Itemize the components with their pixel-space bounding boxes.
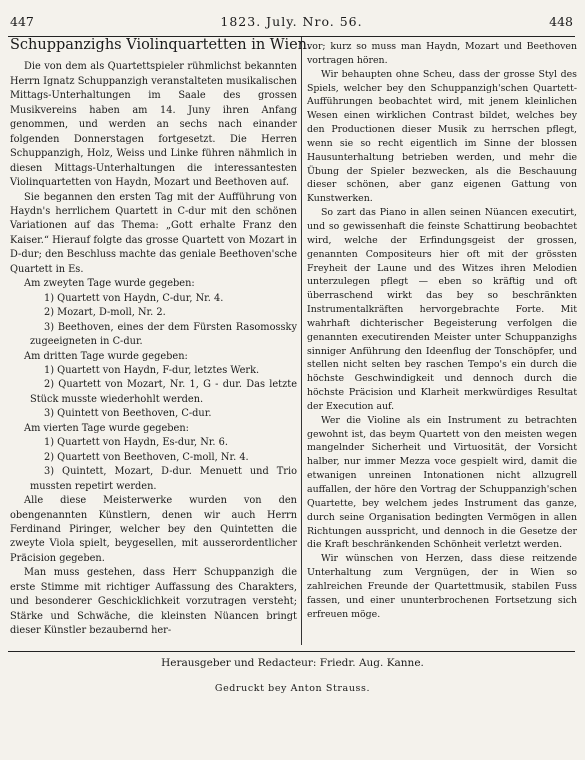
paragraph: Man muss gestehen, dass Herr Schuppanzigh die erste Stimme mit richtiger Auffassung des Charakters, und besonderer Geschicklichkeit vorzutragen versteht; Stärke und Schwäche, die kleinsten Nüancen bringt dieser Künstler bezaubernd her-: [10, 567, 297, 637]
paragraph: Wir behaupten ohne Scheu, dass der grosse Styl des Spiels, welcher bey den Schuppanzigh'schen Quartett-Aufführungen beobachtet wird, mit jenem kleinlichen Wesen einen wirklichen Contrast bildet, welches bey den Productionen dieser Musik zu herrschen pflegt, wenn sie so recht eigentlich im Sinne der blossen Hausunterhaltung betrieben werden, und mehr die Übung der Spieler bezwecken, als die Beschauung dieser schönen, aber ganz eigenen Gattung von Kunstwerken.: [307, 68, 577, 205]
paragraph: Wer die Violine als ein Instrument zu betrachten gewohnt ist, das beym Quartett von den meisten wegen mangelnder Sicherheit und Virtuosität, der Vorsicht halber, nur immer Mezza voce gespielt wird, damit die etwanigen unreinen Intonationen nicht allzugrell auffallen, der höre den Vortrag der Schuppanzigh'schen Quartette, bey welchem jedes Instrument das ganze, durch seine Organisation bedingten Vermögen in allen Richtungen ausspricht, und dennoch in die Gesetze der die Kraft beschränkenden Schönheit verletzt werden.: [307, 414, 577, 551]
paragraph: Sie begannen den ersten Tag mit der Aufführung von Haydn's herrlichem Quartett in C-dur mit den schönen Variationen auf das Thema: „Gott erhalte Franz den Kaiser.“ Hierauf folgte das grosse Quartett von Mozart in D-dur; den Beschluss machte das geniale Beethoven'sche Quartett in Es.: [10, 191, 297, 275]
left-column: [10, 37, 312, 639]
column-divider: [301, 37, 302, 645]
program-item: 1) Quartett von Haydn, Es-dur, Nr. 6.: [44, 437, 229, 449]
program-item: 3) Quintett von Beethoven, C-dur.: [44, 408, 212, 420]
article-title: Schuppanzighs Violinquartetten in Wien.: [10, 37, 312, 53]
page-header: [10, 14, 573, 32]
paragraph: vor; kurz so muss man Haydn, Mozart und Beethoven vortragen hören.: [307, 41, 577, 66]
footer-rule: [8, 651, 575, 652]
program-item: 2) Quartett von Beethoven, C-moll, Nr. 4.: [44, 451, 249, 463]
right-column: [307, 40, 577, 621]
paragraph: Die von dem als Quartettspieler rühmlichst bekannten Herrn Ignatz Schuppanzigh veranstalteten musikalischen Mittags-Unterhaltungen im Saale des grossen Musikvereins haben am 14. Juny ihren Anfang genommen, und werden an sechs nach einander folgenden Donnerstagen fortgesetzt. Die Herren Schuppanzigh, Holz, Weiss und Linke führen nähmlich in diesen Mittags-Unterhaltungen die interessantesten Violinquartetten von Haydn, Mozart und Beethoven auf.: [10, 61, 297, 189]
paragraph: So zart das Piano in allen seinen Nüancen executirt, und so gewissenhaft die feinste Schattirung beobachtet wird, welche der Erfindungsgeist der grossen, genannten Compositeurs hier oft mit der grössten Freyheit der Laune und des Witzes ihren Melodien unterzulegen pflegt — eben so kräftig und oft überraschend wirkt das bey so beschränkten Instrumentalkräften hervorgebrachte Forte. Mit wahrhaft dichterischer Begeisterung verfolgen die genannten executirenden Meister unter Schuppanzighs sinniger Anführung den Ideenflug der Tonschöpfer, und stellen nicht selten bey raschen Tempo's ein durch die höchste Geschwindigkeit und dennoch durch die höchste Präcision und Klarheit merkwürdiges Resultat der Execution auf.: [307, 207, 577, 412]
paragraph: Wir wünschen von Herzen, dass diese reitzende Unterhaltung zum Vergnügen, der in Wien so zahlreichen Freunde der Quartettmusik, stabilen Fuss fassen, und einer ununterbrochenen Fortsetzung sich erfreuen möge.: [307, 553, 577, 620]
program-item: 2) Quartett von Mozart, Nr. 1, G - dur. Das letzte Stück musste wiederhohlt werden.: [30, 379, 297, 405]
program-item: 3) Quintett, Mozart, D-dur. Menuett und Trio mussten repetirt werden.: [30, 466, 297, 492]
program-item: 3) Beethoven, eines der dem Fürsten Rasomossky zugeeigneten in C-dur.: [30, 321, 297, 348]
issue-date: 1823. July. Nro. 56.: [220, 14, 363, 29]
page-number-right: 448: [549, 14, 573, 29]
program-item: 1) Quartett von Haydn, C-dur, Nr. 4.: [44, 292, 224, 304]
page-number-left: 447: [10, 14, 34, 29]
program-item: 2) Mozart, D-moll, Nr. 2.: [44, 307, 166, 319]
program-heading: Am vierten Tage wurde gegeben:: [24, 422, 189, 434]
paragraph: Alle diese Meisterwerke wurden von den obengenannten Künstlern, denen wir auch Herrn Ferdinand Piringer, welcher bey den Quintetten die zweyte Viola spielt, beygesellen, mit ausserordentlicher Präcision gegeben.: [10, 495, 297, 564]
program-heading: Am zweyten Tage wurde gegeben:: [24, 278, 195, 290]
editor-line: Herausgeber und Redacteur: Friedr. Aug. Kanne.: [161, 657, 424, 669]
program-item: 1) Quartett von Haydn, F-dur, letztes Werk.: [44, 364, 260, 376]
printer-line: Gedruckt bey Anton Strauss.: [214, 683, 371, 694]
program-heading: Am dritten Tage wurde gegeben:: [24, 350, 188, 362]
